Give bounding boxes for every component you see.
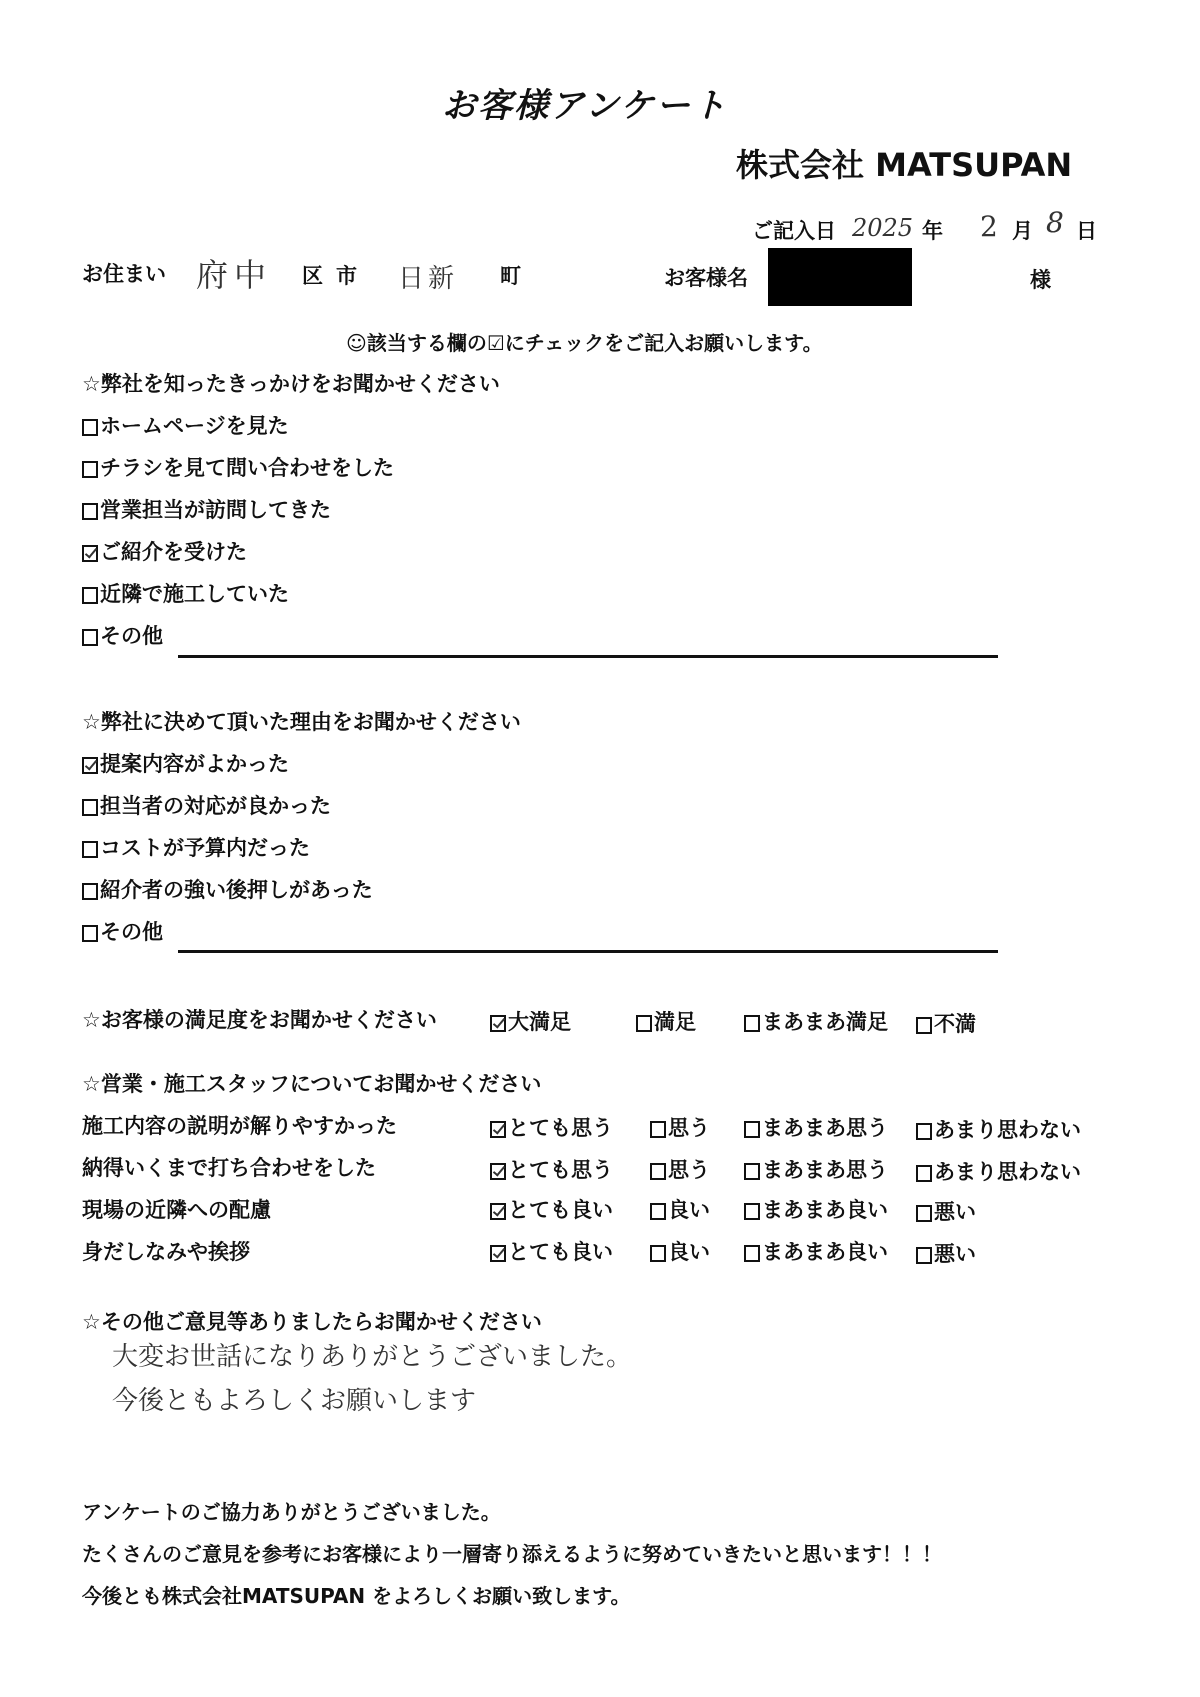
q4-option[interactable]: 悪い [916,1196,976,1226]
date-year-value: 2025 [852,214,914,242]
address-label: お住まい [82,262,166,286]
q4-option[interactable]: とても思う [490,1154,613,1184]
q2-option[interactable]: 担当者の対応が良かった [82,790,331,820]
customer-suffix: 様 [1030,268,1051,292]
date-year-unit: 年 [922,219,943,243]
checkbox[interactable] [82,883,98,900]
checkbox[interactable] [82,503,98,520]
q4-option[interactable]: まあまあ思う [744,1112,888,1142]
checkbox[interactable] [82,629,98,646]
q1-option[interactable]: 近隣で施工していた [82,578,289,608]
q2-option[interactable]: 提案内容がよかった [82,748,289,778]
q3-option[interactable]: まあまあ満足 [744,1006,888,1036]
q3-option[interactable]: 満足 [636,1006,696,1036]
customer-name-label: お客様名 [664,266,748,290]
q4-option[interactable]: あまり思わない [916,1156,1081,1186]
checkbox[interactable] [82,841,98,858]
q4-option[interactable]: 良い [650,1236,710,1266]
checkbox[interactable] [744,1163,760,1180]
redacted-customer-name [768,248,912,306]
checkbox[interactable] [650,1163,666,1180]
instruction-text: ☺該当する欄の☑にチェックをご記入お願いします。 [346,331,823,355]
q3-option[interactable]: 大満足 [490,1006,571,1036]
q1-option[interactable]: ホームページを見た [82,410,289,440]
q3-option[interactable]: 不満 [916,1008,976,1038]
checkbox[interactable] [82,799,98,816]
q1-option[interactable]: ご紹介を受けた [82,536,247,566]
survey-title: お客様アンケート [442,86,728,126]
address-town-label: 町 [500,264,521,288]
footer-line-3: 今後とも株式会社MATSUPAN をよろしくお願い致します。 [82,1584,631,1608]
q4-option[interactable]: あまり思わない [916,1114,1081,1144]
q2-option[interactable]: コストが予算内だった [82,832,310,862]
q2-option[interactable]: その他 [82,916,163,946]
date-month-unit: 月 [1012,219,1033,243]
q3-heading: ☆お客様の満足度をお聞かせください [82,1008,437,1032]
address-ward-label: 区 [302,264,323,288]
q4-option[interactable]: 思う [650,1154,710,1184]
date-month-value: 2 [980,210,998,243]
checkbox[interactable] [82,419,98,436]
checkbox[interactable] [916,1165,932,1182]
date-day-value: 8 [1046,206,1064,239]
checkbox[interactable] [82,461,98,478]
checkbox[interactable] [916,1205,932,1222]
checkbox-checked[interactable] [82,757,98,774]
checkbox[interactable] [744,1121,760,1138]
q4-heading: ☆営業・施工スタッフについてお聞かせください [82,1072,542,1096]
checkbox[interactable] [744,1015,760,1032]
checkbox-checked[interactable] [490,1121,506,1138]
date-label: ご記入日 [752,219,836,243]
q4-row-label: 納得いくまで打ち合わせをした [82,1156,376,1180]
checkbox-checked[interactable] [490,1203,506,1220]
q4-option[interactable]: 思う [650,1112,710,1142]
q1-option[interactable]: 営業担当が訪問してきた [82,494,331,524]
q2-other-input-line[interactable] [178,950,998,953]
checkbox[interactable] [744,1245,760,1262]
checkbox[interactable] [650,1121,666,1138]
checkbox[interactable] [916,1017,932,1034]
q4-row-label: 施工内容の説明が解りやすかった [82,1114,397,1138]
q1-option[interactable]: その他 [82,620,163,650]
q2-heading: ☆弊社に決めて頂いた理由をお聞かせください [82,710,521,734]
checkbox[interactable] [82,587,98,604]
footer-line-2: たくさんのご意見を参考にお客様により一層寄り添えるように努めていきたいと思います！！！ [82,1542,942,1566]
q1-other-input-line[interactable] [178,655,998,658]
checkbox-checked[interactable] [490,1015,506,1032]
q4-option[interactable]: まあまあ良い [744,1236,888,1266]
checkbox[interactable] [650,1245,666,1262]
checkbox[interactable] [916,1247,932,1264]
q5-heading: ☆その他ご意見等ありましたらお聞かせください [82,1310,542,1334]
company-name: 株式会社 MATSUPAN [736,146,1073,184]
checkbox[interactable] [636,1015,652,1032]
comment-line-1: 大変お世話になりありがとうございました。 [112,1342,633,1372]
q4-option[interactable]: 悪い [916,1238,976,1268]
q4-option[interactable]: 良い [650,1194,710,1224]
date-day-unit: 日 [1076,219,1097,243]
q1-heading: ☆弊社を知ったきっかけをお聞かせください [82,372,500,396]
footer-line-1: アンケートのご協力ありがとうございました。 [82,1500,501,1524]
checkbox[interactable] [82,925,98,942]
checkbox-checked[interactable] [82,545,98,562]
q4-row-label: 現場の近隣への配慮 [82,1198,271,1222]
checkbox-checked[interactable] [490,1245,506,1262]
checkbox-checked[interactable] [490,1163,506,1180]
address-town-value: 日新 [398,264,459,294]
q4-option[interactable]: とても良い [490,1194,613,1224]
comment-line-2: 今後ともよろしくお願いします [112,1386,477,1416]
checkbox[interactable] [744,1203,760,1220]
q4-row-label: 身だしなみや挨拶 [82,1240,250,1264]
q4-option[interactable]: とても良い [490,1236,613,1266]
q1-option[interactable]: チラシを見て問い合わせをした [82,452,394,482]
address-city-value: 府中 [196,256,273,294]
q4-option[interactable]: とても思う [490,1112,613,1142]
checkbox[interactable] [650,1203,666,1220]
q4-option[interactable]: まあまあ思う [744,1154,888,1184]
q4-option[interactable]: まあまあ良い [744,1194,888,1224]
checkbox[interactable] [916,1123,932,1140]
q2-option[interactable]: 紹介者の強い後押しがあった [82,874,373,904]
address-city-label: 市 [336,264,357,288]
